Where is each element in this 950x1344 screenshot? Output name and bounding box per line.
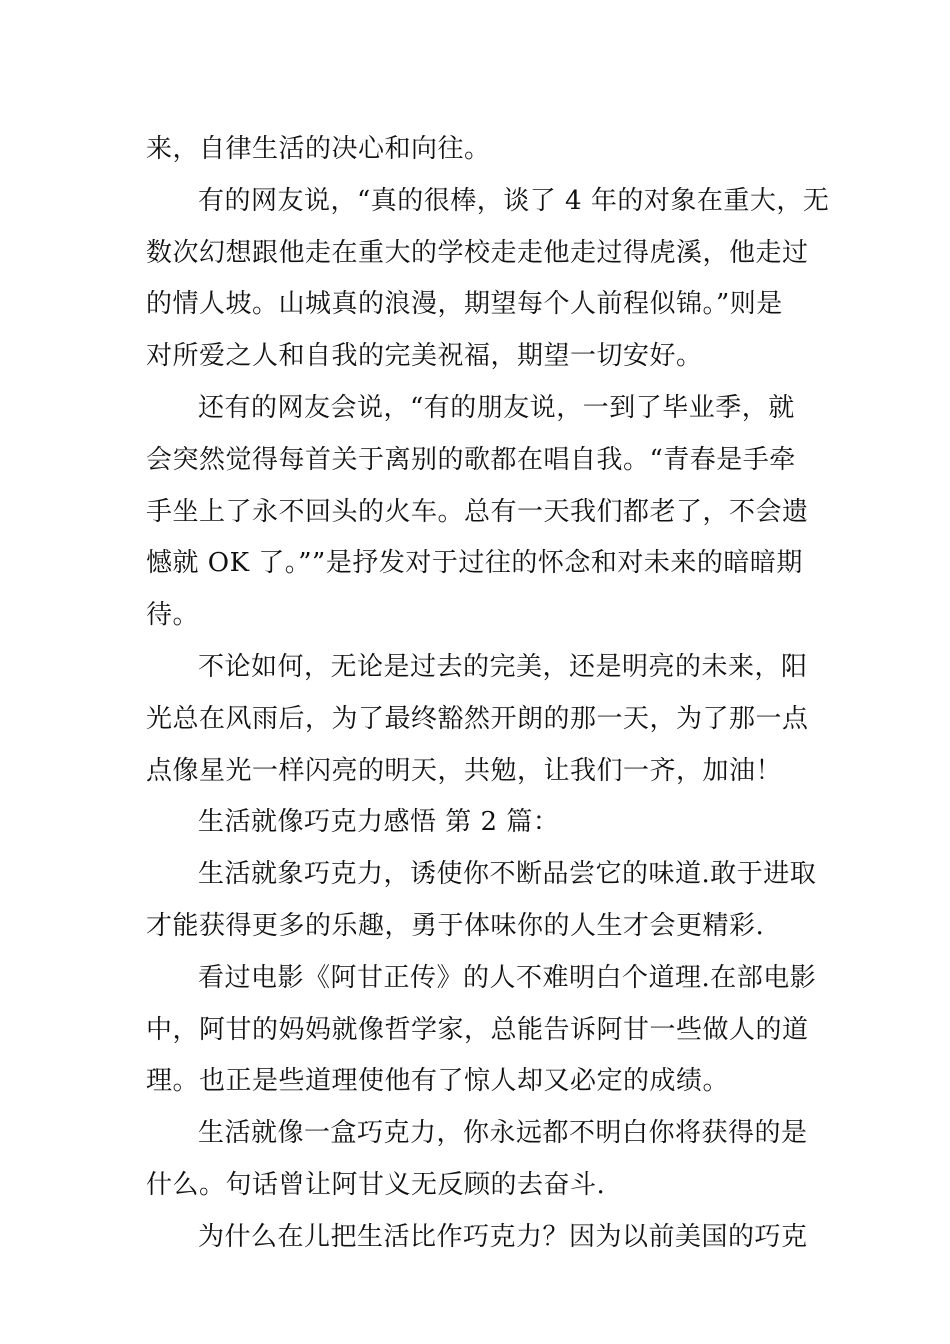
text-line: 待。 [146, 600, 200, 631]
text-line: 还有的网友会说，“有的朋友说，一到了毕业季，就 [198, 392, 795, 423]
text-line: 憾就 OK 了。””是抒发对于过往的怀念和对未来的暗暗期 [146, 548, 803, 579]
text-line: 手坐上了永不回头的火车。总有一天我们都老了，不会遗 [146, 496, 809, 527]
section-heading: 生活就像巧克力感悟 第 2 篇： [198, 807, 560, 838]
text-line: 才能获得更多的乐趣，勇于体味你的人生才会更精彩. [146, 910, 765, 941]
text-line: 生活就象巧克力，诱使你不断品尝它的味道.敢于进取 [198, 859, 817, 890]
text-line: 不论如何，无论是过去的完美，还是明亮的未来，阳 [198, 651, 808, 682]
text-line: 对所爱之人和自我的完美祝福，期望一切安好。 [146, 341, 703, 372]
text-line: 有的网友说，“真的很棒，谈了 4 年的对象在重大，无 [198, 185, 830, 216]
document-body [146, 124, 830, 1264]
text-line: 来，自律生活的决心和向往。 [146, 134, 491, 164]
text-line: 数次幻想跟他走在重大的学校走走他走过得虎溪，他走过 [146, 237, 809, 268]
text-line: 点像星光一样闪亮的明天，共勉，让我们一齐，加油！ [146, 755, 783, 786]
text-line: 中，阿甘的妈妈就像哲学家，总能告诉阿甘一些做人的道 [146, 1014, 809, 1045]
text-line: 的情人坡。山城真的浪漫，期望每个人前程似锦。”则是 [146, 289, 783, 320]
text-line: 理。也正是些道理使他有了惊人却又必定的成绩。 [146, 1066, 730, 1097]
text-line: 会突然觉得每首关于离别的歌都在唱自我。“青春是手牵 [146, 444, 796, 475]
text-line: 为什么在儿把生活比作巧克力？因为以前美国的巧克 [198, 1221, 808, 1252]
text-line: 光总在风雨后，为了最终豁然开朗的那一天，为了那一点 [146, 703, 809, 734]
text-line: 什么。句话曾让阿甘义无反顾的去奋斗. [146, 1169, 606, 1200]
text-line: 看过电影《阿甘正传》的人不难明白个道理.在部电影 [198, 962, 817, 993]
text-line: 生活就像一盒巧克力，你永远都不明白你将获得的是 [198, 1118, 808, 1149]
